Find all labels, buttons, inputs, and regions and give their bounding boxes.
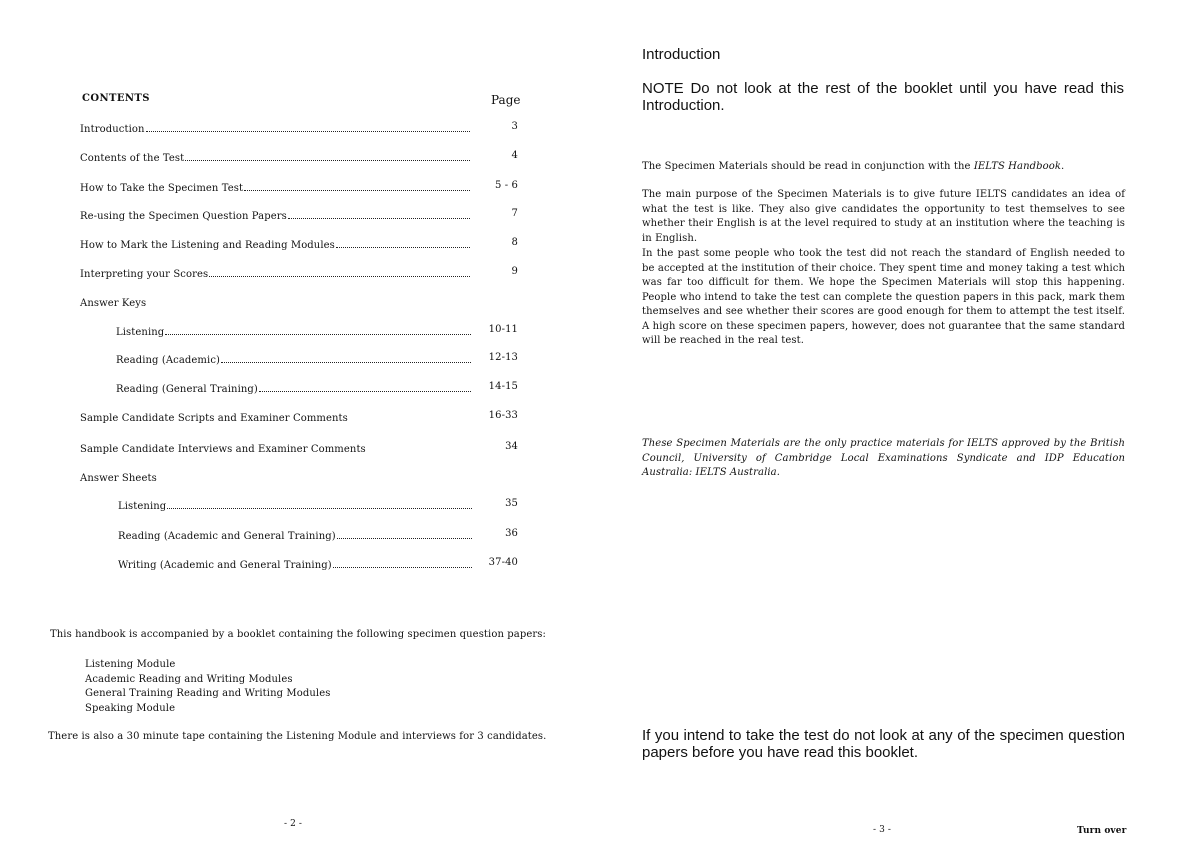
- toc-page-number: 34: [505, 441, 518, 452]
- toc-page-number: 9: [511, 266, 518, 277]
- dot-leader: [288, 218, 470, 219]
- toc-row: [80, 121, 472, 135]
- list-item: Academic Reading and Writing Modules: [85, 673, 293, 685]
- toc-page-number: 12-13: [488, 352, 518, 363]
- paragraph-handbook: [642, 160, 1125, 175]
- dot-leader: [185, 160, 470, 161]
- toc-page-number: 36: [505, 528, 518, 539]
- warning-text: If you intend to take the test do not look at any of the specimen question papers before you have read this booklet.: [642, 727, 1125, 761]
- paragraph-past: In the past some people who took the test did not reach the standard of English needed to be accepted at the institution of their choice. They spent time and money taking a test which was far too difficult for them. We hope the Specimen Materials will stop this happening. People who intend to take the test can complete the question papers in this pack, mark them themselves and see whether their scores are good enough for them to attempt the test itself. A high score on these specimen papers, however, does not guarantee that the same standard will be reached in the real test.: [642, 248, 1125, 346]
- toc-label: Introduction: [80, 124, 145, 135]
- toc-page-number: 16-33: [488, 410, 518, 421]
- paragraph-purpose: The main purpose of the Specimen Materials is to give future IELTS candidates an idea of what the test is like. They also give candidates the opportunity to test themselves to see whether their English is at the level required to study at an institution where the teaching is in English.: [642, 189, 1125, 244]
- toc-row: [118, 528, 474, 542]
- toc-label: How to Take the Specimen Test: [80, 183, 244, 194]
- toc-row: [80, 237, 472, 251]
- toc-row: [80, 150, 472, 164]
- toc-page-number: 10-11: [488, 324, 518, 335]
- list-item: Listening Module: [85, 659, 176, 670]
- toc-label: Interpreting your Scores: [80, 269, 209, 280]
- toc-page-number: 4: [511, 150, 518, 161]
- approval-note: These Specimen Materials are the only practice materials for IELTS approved by the British Council, University of Cambridge Local Examinations Syndicate and IDP Education Australia: IELTS Australia.: [642, 438, 1125, 478]
- booklet-list: [85, 658, 330, 716]
- toc-label: Answer Keys: [80, 298, 147, 309]
- toc-label: How to Mark the Listening and Reading Modules: [80, 240, 335, 251]
- dot-leader: [165, 334, 471, 335]
- dot-leader: [221, 362, 471, 363]
- toc-label: Listening: [118, 501, 167, 512]
- dot-leader: [167, 508, 472, 509]
- toc-row: [80, 295, 146, 309]
- toc-label: Reading (Academic): [116, 355, 221, 366]
- toc-row: [80, 441, 366, 455]
- turn-over-label: Turn over: [1077, 826, 1127, 836]
- toc-label: Sample Candidate Interviews and Examiner Comments: [80, 444, 366, 455]
- toc-page-number: 7: [511, 208, 518, 219]
- page-number-right: - 3 -: [873, 825, 892, 835]
- dot-leader: [337, 538, 472, 539]
- toc-row: [80, 266, 472, 280]
- toc-row: [80, 180, 472, 194]
- paragraph-text: The Specimen Materials should be read in conjunction with the: [642, 161, 974, 172]
- toc-row: [118, 498, 474, 512]
- note-text: NOTE Do not look at the rest of the booklet until you have read this Introduction.: [642, 80, 1124, 114]
- dot-leader: [336, 247, 470, 248]
- toc-row: [116, 324, 473, 338]
- toc-label: Re-using the Specimen Question Papers: [80, 211, 287, 222]
- toc-label: Reading (Academic and General Training): [118, 531, 336, 542]
- handbook-title: IELTS Handbook.: [973, 161, 1065, 172]
- toc-row: [80, 470, 157, 484]
- page-number-left: - 2 -: [284, 819, 303, 829]
- toc-row: [116, 381, 473, 395]
- toc-row: [80, 410, 348, 424]
- toc-label: Sample Candidate Scripts and Examiner Comments: [80, 413, 348, 424]
- dot-leader: [333, 567, 472, 568]
- toc-page-number: 8: [511, 237, 518, 248]
- toc-label: Contents of the Test: [80, 153, 185, 164]
- accompany-note: This handbook is accompanied by a booklet containing the following specimen question papers:: [50, 629, 546, 640]
- toc-page-number: 14-15: [488, 381, 518, 392]
- toc-page-number: 37-40: [488, 557, 518, 568]
- dot-leader: [244, 190, 470, 191]
- tape-note: There is also a 30 minute tape containing the Listening Module and interviews for 3 candidates.: [48, 731, 547, 742]
- contents-heading: CONTENTS: [82, 93, 150, 104]
- list-item: General Training Reading and Writing Modules: [85, 688, 331, 699]
- toc-label: Writing (Academic and General Training): [118, 560, 332, 571]
- toc-page-number: 35: [505, 498, 518, 509]
- page-title: Introduction: [642, 46, 721, 63]
- toc-label: Answer Sheets: [80, 473, 157, 484]
- dot-leader: [259, 391, 471, 392]
- toc-row: [118, 557, 474, 571]
- toc-page-number: 5 - 6: [495, 180, 518, 191]
- dot-leader: [146, 131, 470, 132]
- dot-leader: [209, 276, 470, 277]
- toc-label: Reading (General Training): [116, 384, 258, 395]
- list-item: Speaking Module: [85, 702, 176, 714]
- toc-row: [80, 208, 472, 222]
- toc-label: Listening: [116, 327, 165, 338]
- toc-page-number: 3: [511, 121, 518, 132]
- page-column-heading: Page: [491, 93, 521, 107]
- toc-row: [116, 352, 473, 366]
